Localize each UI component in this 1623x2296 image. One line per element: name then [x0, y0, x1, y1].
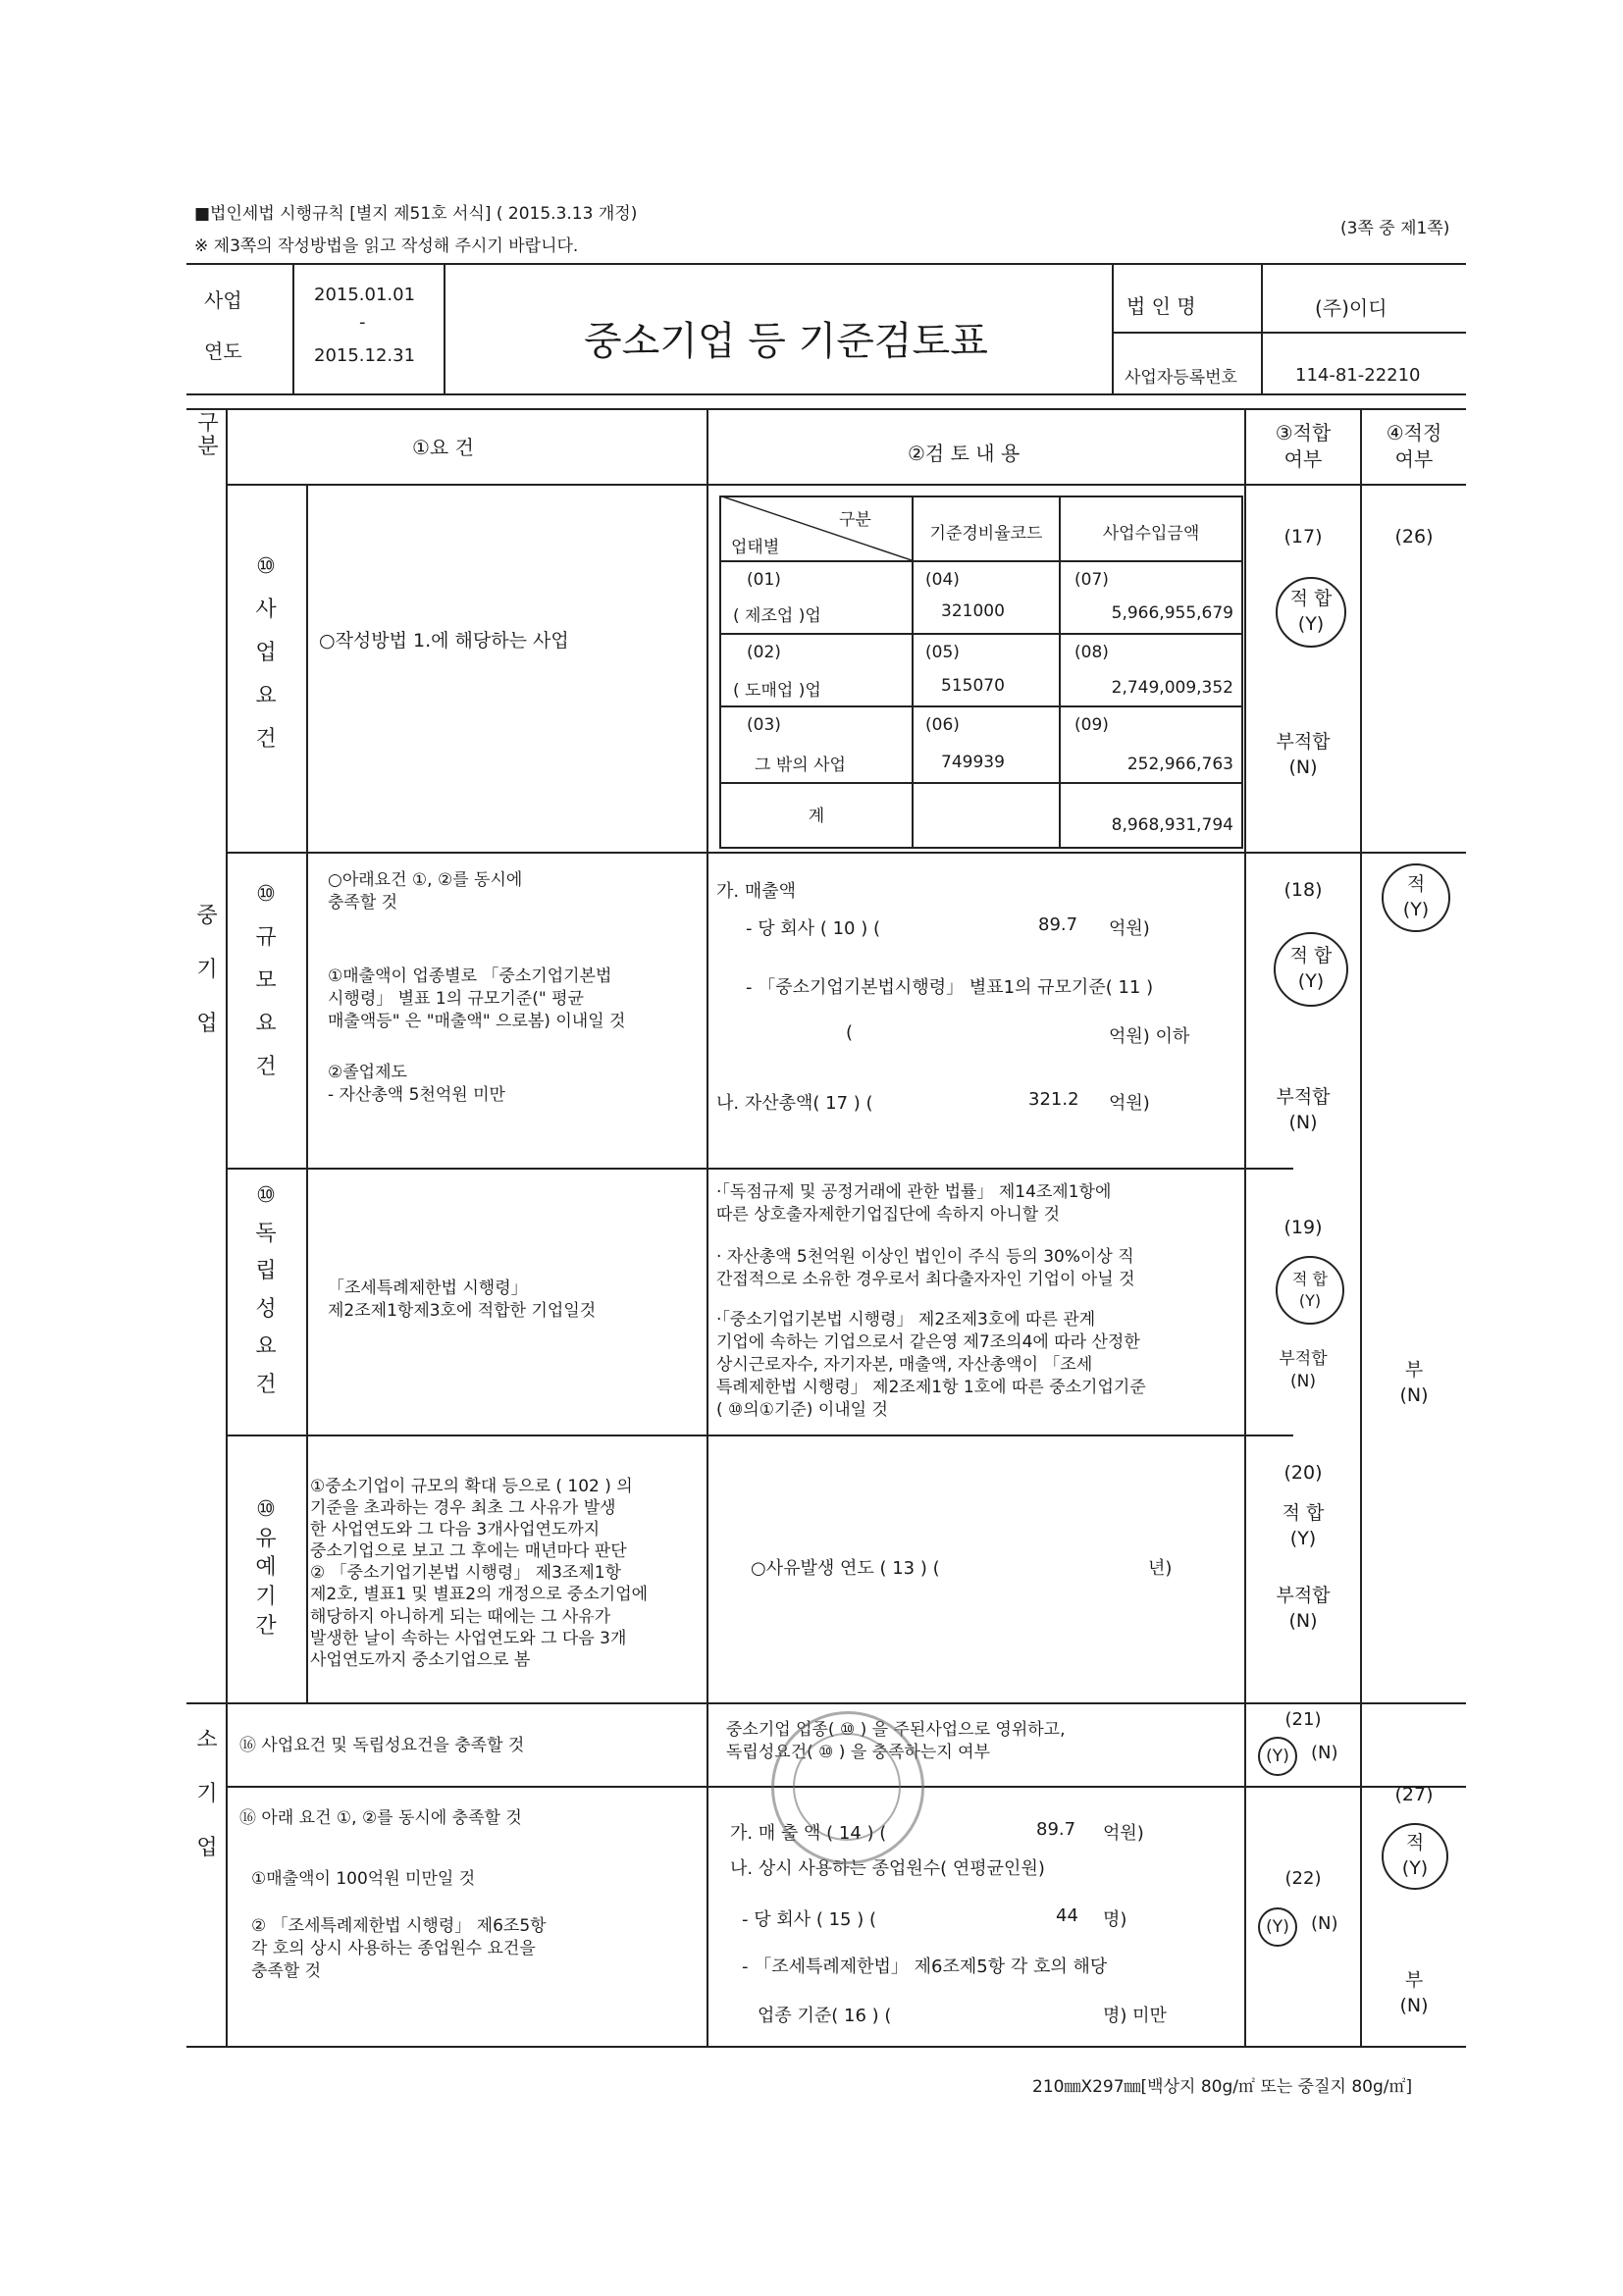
- divider: [226, 1435, 1293, 1436]
- year-label-1: 사업: [204, 288, 242, 312]
- r102-rev-a: 가. 매출액: [716, 881, 796, 902]
- r106-fit-no: (22): [1284, 1868, 1322, 1889]
- section-medium: 중 기 업: [196, 904, 218, 1036]
- col-review: ②검 토 내 용: [908, 442, 1021, 465]
- table-code-header: 기준경비율코드: [929, 524, 1043, 544]
- r103-rev-2: · 자산총액 5천억원 이상인 법인이 주식 등의 30%이상 직 간접적으로 소유한 경우로서 최다출자자인 기업이 아닐 것: [716, 1247, 1135, 1289]
- r102-fit-no: (18): [1283, 879, 1323, 901]
- r101-requirement: ○작성방법 1.에 해당하는 사업: [319, 630, 569, 652]
- r102-decision-yes: 적 (Y): [1402, 873, 1430, 920]
- r106-rev-b1-unit: 명): [1103, 1909, 1127, 1930]
- row2-amt-no: (08): [1074, 643, 1109, 662]
- r103-rev-3: ·「중소기업기본법 시행령」 제2조제3호에 따른 관계 기업에 속하는 기업으로서 같은영 제7조의4에 따라 산정한 상시근로자수, 자기자본, 매출액, 자산총액이 「조세 특례제한법 시행령」 제2조제1항 1호에 따른 중소기업기준 ( ⑩의①기준) 이내일 것: [716, 1310, 1146, 1420]
- r102-req-2: ①매출액이 업종별로 「중소기업기본법 시행령」 별표 1의 규모기준(" 평균 매출액등" 은 "매출액" 으로봄) 이내일 것: [328, 966, 626, 1031]
- period-end: 2015.12.31: [314, 345, 416, 366]
- r101-label: ⑩ 사 업 요 건: [255, 554, 277, 752]
- total-amount: 8,968,931,794: [1111, 815, 1233, 835]
- divider: [226, 852, 1466, 854]
- divider: [444, 263, 445, 393]
- divider: [186, 393, 1466, 395]
- instruction-note: ※ 제3쪽의 작성방법을 읽고 작성해 주시기 바랍니다.: [194, 236, 579, 256]
- r106-decision-yes: 적 (Y): [1401, 1832, 1429, 1879]
- divider: [719, 633, 1243, 635]
- divider: [719, 705, 1243, 707]
- row3-amt-no: (09): [1074, 715, 1109, 735]
- divider: [707, 408, 708, 2046]
- r101-fit-yes: 적 합 (Y): [1289, 588, 1333, 635]
- paper-spec: 210㎜X297㎜[백상지 80g/㎡ 또는 중질지 80g/㎡]: [1032, 2077, 1413, 2097]
- row2-name: ( 도매업 )업: [733, 681, 821, 701]
- divider: [1112, 263, 1114, 393]
- divider: [1059, 496, 1061, 849]
- row3-code: 749939: [941, 753, 1005, 772]
- r104-requirement: ①중소기업이 규모의 확대 등으로 ( 102 ) 의 기준을 초과하는 경우 최초 그 사유가 발생 한 사업연도와 그 다음 3개사업연도까지 중소기업으로 보고 그 후에는 매년마다 판단 ② 「중소기업기본법 시행령」 제3조제1항 제2호, 별표1 및 별표2의 개정으로 중소기업에 해당하지 아니하게 되는 때에는 그 사유가 발생한 날이 속하는 사업연도와 그 다음 3개 사업연도까지 중소기업으로 봄: [310, 1477, 649, 1670]
- r105-fit-n: (N): [1311, 1743, 1338, 1763]
- r102-rev-b: 나. 자산총액( 17 ) (: [716, 1093, 873, 1114]
- r106-req-3: ② 「조세특례제한법 시행령」 제6조5항 각 호의 상시 사용하는 종업원수 요건을 충족할 것: [251, 1916, 547, 1981]
- row3-code-no: (06): [925, 715, 960, 735]
- r106-req-2: ①매출액이 100억원 미만일 것: [251, 1869, 476, 1889]
- r104-fit-yes: 적 합 (Y): [1282, 1502, 1325, 1549]
- r103-rev-1: ·「독점규제 및 공정거래에 관한 법률」 제14조제1항에 따른 상호출자제한기업집단에 속하지 아니할 것: [716, 1182, 1112, 1225]
- divider: [226, 484, 1466, 486]
- corp-name: (주)이디: [1315, 296, 1387, 320]
- divider: [186, 1702, 1466, 1704]
- divider: [186, 2046, 1466, 2048]
- row1-no: (01): [747, 570, 781, 590]
- r102-fit-yes-circle: [1274, 932, 1348, 1007]
- r101-fit-yes-circle: [1276, 577, 1346, 648]
- r103-label: ⑩ 독 립 성 요 건: [255, 1183, 277, 1397]
- r106-rev-a: 가. 매 출 액 ( 14 ) (: [730, 1823, 887, 1844]
- divider: [719, 847, 1243, 849]
- r102-rev-a2: - 「중소기업기본법시행령」 별표1의 규모기준( 11 ): [746, 977, 1154, 998]
- r104-label: ⑩ 유 예 기 간: [255, 1497, 277, 1639]
- r101-fit-no: (17): [1283, 526, 1323, 548]
- r102-rev-a3: (: [846, 1022, 854, 1043]
- r101-revenue-table: [719, 496, 1243, 849]
- col-fit: ③적합 여부: [1275, 421, 1332, 471]
- r106-decision-no: (27): [1394, 1784, 1434, 1805]
- r102-req-3: ②졸업제도 - 자산총액 5천억원 미만: [328, 1063, 505, 1105]
- r106-fit-n: (N): [1311, 1913, 1338, 1934]
- row1-amount: 5,966,955,679: [1111, 603, 1233, 623]
- divider: [912, 496, 914, 849]
- col-requirement: ①요 건: [412, 436, 474, 459]
- total-label: 계: [808, 807, 825, 826]
- r102-rev-a1-val: 89.7: [1038, 914, 1078, 935]
- r106-rev-b1-val: 44: [1056, 1905, 1078, 1926]
- r105-requirement: ⑯ 사업요건 및 독립성요건을 충족할 것: [239, 1736, 525, 1755]
- r106-rev-a-val: 89.7: [1036, 1819, 1076, 1840]
- row1-code: 321000: [941, 601, 1005, 621]
- r106-rev-b1: - 당 회사 ( 15 ) (: [742, 1909, 876, 1930]
- col-gubun: 구분: [197, 411, 219, 460]
- r106-fit-y: (Y): [1266, 1916, 1289, 1937]
- r103-fit-yes: 적 합 (Y): [1292, 1270, 1328, 1310]
- r102-rev-b-val: 321.2: [1028, 1089, 1079, 1110]
- r106-rev-a-unit: 억원): [1103, 1823, 1144, 1844]
- row2-code-no: (05): [925, 643, 960, 662]
- row1-name: ( 제조업 )업: [733, 606, 821, 626]
- table-biz-type: 업태별: [731, 538, 780, 557]
- r104-rev-unit: 년): [1148, 1558, 1173, 1579]
- r102-label: ⑩ 규 모 요 건: [255, 882, 277, 1079]
- divider: [719, 496, 1243, 497]
- header-top-rule: [186, 263, 1466, 265]
- r103-fit-yes-circle: [1276, 1256, 1344, 1325]
- divider: [226, 408, 228, 2046]
- r106-decision-no-text: 부 (N): [1399, 1969, 1429, 2016]
- divider: [1241, 496, 1243, 849]
- divider: [226, 1168, 1293, 1170]
- row1-amt-no: (07): [1074, 570, 1109, 590]
- r102-fit-yes: 적 합 (Y): [1289, 945, 1333, 992]
- r101-fit-no-text: 부적합 (N): [1276, 731, 1331, 778]
- table-amount-header: 사업수입금액: [1102, 524, 1200, 544]
- period-sep: -: [359, 312, 366, 333]
- corp-name-label: 법 인 명: [1126, 294, 1196, 318]
- year-label-2: 연도: [204, 339, 242, 363]
- divider: [719, 560, 1243, 562]
- r104-rev: ○사유발생 연도 ( 13 ) (: [751, 1558, 940, 1579]
- legal-basis: ■법인세법 시행규칙 [별지 제51호 서식] ( 2015.3.13 개정): [194, 204, 638, 224]
- r105-fit-yes-circle: [1258, 1737, 1297, 1776]
- bizno-label: 사업자등록번호: [1125, 368, 1237, 388]
- table-gubun: 구분: [839, 510, 871, 530]
- r104-fit-no: (20): [1283, 1462, 1323, 1484]
- r103-requirement: 「조세특례제한법 시행령」 제2조제1항제3호에 적합한 기업일것: [328, 1278, 597, 1321]
- row3-amount: 252,966,763: [1126, 755, 1233, 774]
- r105-fit-y: (Y): [1266, 1746, 1289, 1766]
- row2-code: 515070: [941, 676, 1005, 696]
- divider: [306, 484, 308, 1702]
- r104-fit-no-text: 부적합 (N): [1276, 1585, 1331, 1632]
- row3-name: 그 밖의 사업: [755, 756, 846, 775]
- r102-req-1: ○아래요건 ①, ②를 동시에 충족할 것: [328, 870, 523, 913]
- r106-rev-b: 나. 상시 사용하는 종업원수( 연평균인원): [730, 1858, 1045, 1879]
- divider: [292, 263, 294, 393]
- r103-decision-no-text: 부 (N): [1399, 1359, 1429, 1406]
- r106-req-1: ⑯ 아래 요건 ①, ②를 동시에 충족할 것: [239, 1808, 522, 1828]
- divider: [719, 496, 721, 849]
- divider: [1112, 332, 1466, 334]
- r103-fit-no-text: 부적합 (N): [1279, 1349, 1328, 1391]
- section-small: 소 기 업: [196, 1728, 218, 1860]
- page-info: (3쪽 중 제1쪽): [1340, 219, 1450, 238]
- r106-fit-yes-circle: [1258, 1907, 1297, 1947]
- divider: [186, 408, 1466, 410]
- r102-rev-a3-unit: 억원) 이하: [1109, 1026, 1190, 1047]
- r106-decision-yes-circle: [1382, 1823, 1448, 1890]
- r106-rev-b3: 업종 기준( 16 ) (: [758, 2006, 892, 2026]
- r102-rev-b-unit: 억원): [1109, 1093, 1150, 1114]
- bizno: 114-81-22210: [1295, 365, 1421, 386]
- r102-rev-a1: - 당 회사 ( 10 ) (: [746, 918, 880, 939]
- row2-no: (02): [747, 643, 781, 662]
- period-start: 2015.01.01: [314, 285, 416, 305]
- row2-amount: 2,749,009,352: [1111, 678, 1233, 698]
- r105-review: 중소기업 업종( ⑩ ) 을 주된사업으로 영위하고, 독립성요건( ⑩ ) 을 충족하는지 여부: [726, 1720, 1066, 1762]
- r103-fit-no: (19): [1283, 1217, 1323, 1238]
- divider: [1261, 263, 1263, 393]
- r102-fit-no-text: 부적합 (N): [1276, 1086, 1331, 1133]
- r101-decision-no: (26): [1394, 526, 1434, 548]
- r106-rev-b2: - 「조세특례제한법」 제6조제5항 각 호의 해당: [742, 1957, 1108, 1977]
- divider: [719, 782, 1243, 784]
- r102-decision-yes-circle: [1382, 863, 1450, 932]
- form-title: 중소기업 등 기준검토표: [584, 319, 988, 364]
- r102-rev-a1-unit: 억원): [1109, 918, 1150, 939]
- r106-rev-b3-unit: 명) 미만: [1103, 2006, 1167, 2026]
- col-decision: ④적정 여부: [1386, 421, 1442, 471]
- seal-stamp-inner: [793, 1733, 901, 1841]
- row3-no: (03): [747, 715, 781, 735]
- row1-code-no: (04): [925, 570, 960, 590]
- r105-fit-no: (21): [1284, 1709, 1322, 1730]
